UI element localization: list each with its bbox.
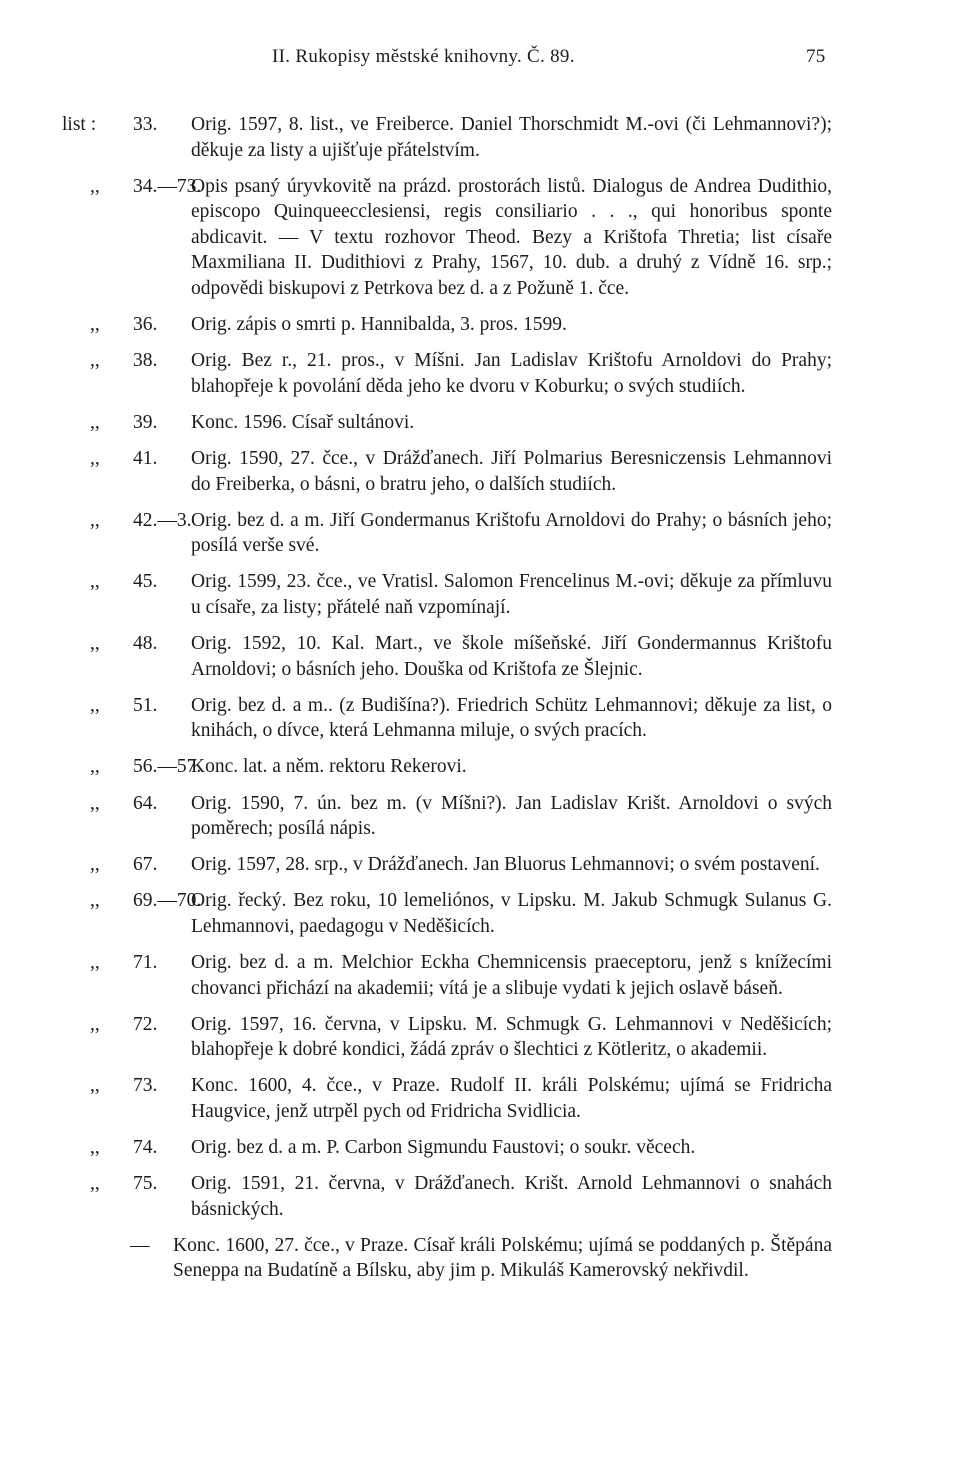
entry-text: Konc. 1600, 27. čce., v Praze. Císař králi Polskému; ujímá se poddaných p. Štěpána Seneppa na Budatíně a Bílsku, aby jim p. Mikuláš Kamerovský nekřivdil.: [173, 1234, 832, 1282]
entry-body: [191, 410, 832, 436]
entry-number: 36.: [133, 314, 158, 336]
entry-number: 51.: [133, 694, 158, 716]
entry-prefix: ,,: [90, 792, 100, 814]
list-item: [0, 791, 960, 842]
running-head: [0, 46, 960, 76]
entry-body: [191, 1135, 832, 1161]
entry-prefix: ,,: [90, 633, 100, 655]
entry-text: Opis psaný úryvkovitě na prázd. prostorách listů. Dialogus de Andrea Dudithio, episcopo Quinqueecclesiensi, regis consiliario . . ., qui honoribus sponte abdicavit. — V textu rozhovor Theod. Bezy a Krištofa Thretia; list císaře Maxmiliana II. Dudithiovi z Prahy, 1567, 10. dub. a druhý z Vídně 16. srp.; odpovědi biskupovi z Petrkova bez d. a z Požuně 1. čce.: [191, 175, 832, 300]
list-item: [0, 1233, 960, 1284]
entry-prefix: ,,: [90, 448, 100, 470]
list-item: [0, 174, 960, 302]
entry-number: 73.: [133, 1075, 158, 1097]
entry-body: [191, 950, 832, 1001]
list-item: [0, 348, 960, 399]
list-item: [0, 410, 960, 436]
entry-text: Orig. 1591, 21. června, v Drážďanech. Krišt. Arnold Lehmannovi o snahách básnických.: [191, 1173, 832, 1220]
entry-body: [191, 888, 832, 939]
entry-body: [191, 631, 832, 682]
entry-text: Orig. 1599, 23. čce., ve Vratisl. Salomon Frencelinus M.-ovi; děkuje za přímluvu u císaře, za listy; přátelé naň vzpomínají.: [191, 571, 832, 618]
entry-prefix: ,,: [90, 314, 100, 336]
entry-prefix: ,,: [90, 509, 100, 531]
list-item: [0, 312, 960, 338]
entry-number: 39.: [133, 411, 158, 433]
running-title: II. Rukopisy městské knihovny. Č. 89.: [272, 46, 575, 67]
entry-body: [191, 508, 832, 559]
entry-text: Orig. 1592, 10. Kal. Mart., ve škole míšeňské. Jiří Gondermannus Krištofu Arnoldovi; o básních jeho. Douška od Krištofa ze Šlejnic.: [191, 633, 832, 680]
list-item: [0, 1171, 960, 1222]
entry-prefix: ,,: [90, 571, 100, 593]
list-item: [0, 1012, 960, 1063]
list-item: [0, 631, 960, 682]
entry-text: Orig. Bez r., 21. pros., v Míšni. Jan Ladislav Krištofu Arnoldovi do Prahy; blahopřeje k povolání děda jeho ke dvoru v Koburku; o svých studiích.: [191, 350, 832, 397]
entry-number: 48.: [133, 633, 158, 655]
entry-prefix: ,,: [90, 175, 100, 197]
entry-text: Konc. lat. a něm. rektoru Rekerovi.: [191, 756, 467, 778]
entry-number: 74.: [133, 1137, 158, 1159]
entry-number: 56.—57.: [133, 756, 202, 778]
entry-number: 41.: [133, 448, 158, 470]
list-item: [0, 569, 960, 620]
list-item: [0, 1135, 960, 1161]
list-item: [0, 693, 960, 744]
entry-text: Orig. bez d. a m. P. Carbon Sigmundu Faustovi; o soukr. věcech.: [191, 1137, 696, 1159]
entry-prefix: ,,: [90, 411, 100, 433]
entry-number: 34.—73.: [133, 175, 202, 197]
entry-prefix: list :: [62, 114, 97, 135]
entry-body: [191, 852, 832, 878]
list-item: [0, 852, 960, 878]
entry-lead: Orig. 1597, 8. list., ve Freiberce.: [191, 114, 455, 135]
entry-text: Orig. bez d. a m.. (z Budišína?). Friedrich Schütz Lehmannovi; děkuje za list, o knihách, o dívce, která Lehmanna miluje, o svých pracích.: [191, 694, 832, 742]
entry-prefix: ,,: [90, 952, 100, 974]
entry-prefix: ,,: [90, 1013, 100, 1035]
entry-number: 71.: [133, 952, 158, 974]
entry-text: Orig. zápis o smrti p. Hannibalda, 3. pros. 1599.: [191, 314, 567, 336]
entry-body: [191, 446, 832, 497]
entry-prefix: ,,: [90, 854, 100, 876]
entry-number: 72.: [133, 1013, 158, 1035]
entry-text: Orig. 1597, 16. června, v Lipsku. M. Schmugk G. Lehmannovi v Neděšicích; blahopřeje k dobré kondici, žádá zpráv o šlechtici z Kötleritz, o akademii.: [191, 1013, 832, 1061]
list-item: [0, 1073, 960, 1124]
entry-number: 75.: [133, 1173, 158, 1195]
entry-body: [191, 1171, 832, 1222]
entry-body: [191, 174, 832, 302]
list-item: [0, 508, 960, 559]
entry-prefix: ,,: [90, 1137, 100, 1159]
entry-body: [191, 754, 832, 780]
entry-text: Konc. 1596. Císař sultánovi.: [191, 411, 415, 433]
entry-body: [191, 791, 832, 842]
entry-text: Daniel Thorschmidt M.-ovi (či Lehmannovi?); děkuje za listy a ujišťuje přátelstvím.: [191, 114, 832, 161]
list-item: [0, 950, 960, 1001]
list-item: [0, 112, 960, 163]
entry-prefix: ,,: [90, 350, 100, 372]
entry-text: Orig. 1597, 28. srp., v Drážďanech. Jan Bluorus Lehmannovi; o svém postavení.: [191, 854, 820, 876]
entry-number: 69.—70.: [133, 890, 202, 912]
list-item: [0, 888, 960, 939]
entry-body: [191, 1073, 832, 1124]
entry-number: 42.—3.: [133, 509, 192, 531]
entry-body: [191, 569, 832, 620]
entry-number: 45.: [133, 571, 158, 593]
entry-number: 38.: [133, 350, 158, 372]
entry-prefix: ,,: [90, 694, 100, 716]
entry-text: Orig. bez d. a m. Melchior Eckha Chemnicensis praeceptoru, jenž s knížecími chovanci přichází na akademii; vítá je a slibuje vydati k jejich oslavě báseň.: [191, 952, 832, 999]
list-item: [0, 754, 960, 780]
entry-body: [173, 1233, 832, 1284]
entry-prefix: ,,: [90, 756, 100, 778]
list-item: [0, 446, 960, 497]
entry-prefix: —: [130, 1234, 150, 1256]
entry-body: [191, 112, 832, 163]
entry-text: Orig. bez d. a m. Jiří Gondermanus Krištofu Arnoldovi do Prahy; o básních jeho; posílá verše své.: [191, 509, 832, 557]
entry-body: [191, 693, 832, 744]
entry-text: Konc. 1600, 4. čce., v Praze. Rudolf II. králi Polskému; ujímá se Fridricha Haugvice, jenž utrpěl pych od Fridricha Svidlicia.: [191, 1075, 832, 1122]
entry-prefix: ,,: [90, 1173, 100, 1195]
entry-body: [191, 348, 832, 399]
entry-text: Orig. 1590, 7. ún. bez m. (v Míšni?). Jan Ladislav Krišt. Arnoldovi o svých poměrech; posílá nápis.: [191, 792, 832, 840]
entry-number: 64.: [133, 792, 158, 814]
entry-list: [0, 112, 960, 1295]
entry-prefix: ,,: [90, 1075, 100, 1097]
entry-body: [191, 1012, 832, 1063]
entry-number: 67.: [133, 854, 158, 876]
entry-text: Orig. řecký. Bez roku, 10 lemeliónos, v Lipsku. M. Jakub Schmugk Sulanus G. Lehmannovi, paedagogu v Neděšicích.: [191, 890, 832, 937]
entry-body: [191, 312, 832, 338]
entry-prefix: ,,: [90, 890, 100, 912]
entry-text: Orig. 1590, 27. čce., v Drážďanech. Jiří Polmarius Beresniczensis Lehmannovi do Freiberka, o básni, o bratru jeho, o dalších studiích.: [191, 448, 832, 495]
entry-number: 33.: [133, 114, 158, 135]
page-number: 75: [806, 46, 826, 67]
